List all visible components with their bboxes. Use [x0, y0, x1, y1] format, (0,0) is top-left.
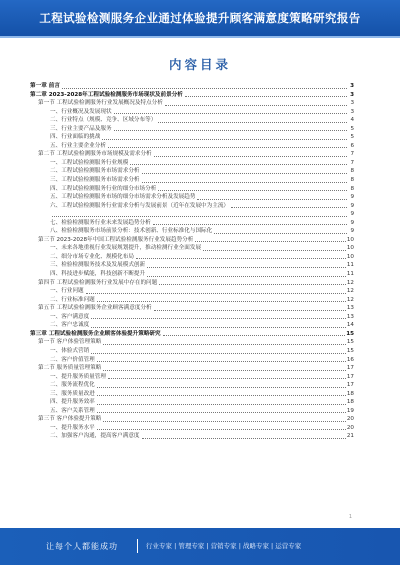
toc-entry[interactable]: [30, 167, 354, 176]
toc-entry[interactable]: [30, 296, 354, 305]
toc-entry-text: 第三节 2023-2028年中国工程试验检测服务行业发展趋势分析: [38, 236, 194, 243]
toc-entry-page: 9: [350, 211, 354, 218]
toc-leader-dots: [52, 215, 347, 217]
toc-leader-dots: [154, 155, 347, 157]
toc-entry[interactable]: [30, 398, 354, 407]
toc-entry[interactable]: [30, 253, 354, 262]
toc-leader-dots: [97, 428, 346, 430]
toc-entry[interactable]: [30, 270, 354, 279]
toc-entry-text: 五、工程试验检测服务市场的细分市场需求分析及发展趋势: [50, 194, 196, 201]
toc-leader-dots: [97, 411, 346, 413]
toc-entry[interactable]: [30, 261, 354, 270]
toc-leader-dots: [147, 266, 346, 268]
toc-entry-text: 四、提升服务效率: [50, 399, 95, 406]
toc-leader-dots: [108, 146, 347, 148]
toc-entry-text: 七、检验检测服务行业未来发展趋势分析: [50, 219, 151, 226]
toc-leader-dots: [159, 283, 346, 285]
toc-entry[interactable]: [30, 279, 354, 288]
toc-entry-page: 6: [350, 142, 354, 149]
toc-leader-dots: [158, 189, 347, 191]
toc-entry-page: 3: [350, 83, 354, 89]
toc-entry-page: 4: [350, 117, 354, 124]
toc-entry-text: 五、行业主要企业分析: [50, 142, 106, 149]
toc-entry-page: 21: [346, 433, 354, 440]
header-divider: [0, 36, 400, 38]
toc-leader-dots: [103, 343, 346, 345]
toc-entry-page: 9: [350, 202, 354, 209]
toc-entry[interactable]: [30, 244, 354, 253]
toc-entry[interactable]: [30, 364, 354, 373]
toc-entry-text: 二、细分市场专业化、规模化布局: [50, 253, 134, 260]
page-number: 1: [348, 514, 352, 520]
toc-entry-text: 二、客户价值管理: [50, 356, 95, 363]
toc-entry-text: 第二节 服务质量管理策略: [38, 365, 102, 372]
toc-entry-text: 二、行业特点（规模、竞争、区域分布等）: [50, 117, 157, 124]
toc-entry-text: 二、加强客户沟通，提高客户满意度: [50, 433, 140, 440]
toc-entry-page: 5: [350, 125, 354, 132]
toc-leader-dots: [214, 232, 347, 234]
toc-entry[interactable]: [30, 150, 354, 159]
toc-leader-dots: [108, 377, 346, 379]
toc-entry-page: 11: [346, 262, 354, 269]
toc-entry-text: 三、行业主要产品及服务: [50, 125, 112, 132]
toc-entry[interactable]: [30, 142, 354, 151]
toc-entry-text: 一、客户满意度: [50, 313, 90, 320]
toc-entry-page: 8: [350, 177, 354, 184]
toc-leader-dots: [114, 112, 347, 114]
toc-leader-dots: [142, 172, 347, 174]
toc-entry-text: 第五节 工程试验检测服务企业顾客满意度分析: [38, 305, 152, 312]
toc-leader-dots: [97, 403, 346, 405]
toc-leader-dots: [97, 386, 346, 388]
toc-leader-dots: [97, 394, 346, 396]
toc-entry[interactable]: [30, 116, 354, 125]
toc-entry-page: 3: [350, 100, 354, 107]
toc-entry-text: 二、工程试验检测服务市场需求分析: [50, 168, 140, 175]
toc-entry[interactable]: [30, 381, 354, 390]
toc-leader-dots: [103, 420, 346, 422]
toc-entry-text: 第四节 工程试验检测服务行业发展中存在的问题: [38, 279, 158, 286]
toc-entry-text: 二、客户忠诚度: [50, 322, 90, 329]
footer-slogan: 让每个人都能成功: [46, 542, 118, 551]
toc-entry-text: 第一节 工程试验检测服务行业发展概况及特点分析: [38, 100, 163, 107]
page-footer: [0, 528, 400, 565]
toc-entry[interactable]: [30, 133, 354, 142]
toc-entry-page: 17: [346, 373, 354, 380]
toc-entry-page: 18: [346, 390, 354, 397]
toc-entry[interactable]: [30, 287, 354, 296]
toc-entry-text: 一、未来各地重视行业发展规划提升，推动检测行业全面发展: [50, 245, 202, 252]
toc-entry-text: 三、服务质量改进: [50, 390, 95, 397]
toc-entry-text: 第二节 工程试验检测服务市场规模及需求分析: [38, 151, 152, 158]
toc-entry-text: 一、体验式营销: [50, 347, 90, 354]
toc-leader-dots: [97, 300, 346, 302]
toc-entry[interactable]: [30, 407, 354, 416]
report-title: 工程试验检测服务企业通过体验提升顾客满意度策略研究报告: [39, 11, 361, 25]
toc-entry-page: 20: [346, 416, 354, 423]
toc-entry-page: 15: [346, 339, 354, 346]
toc-entry[interactable]: [30, 338, 354, 347]
toc-entry-page: 15: [346, 330, 354, 337]
toc-leader-dots: [147, 275, 346, 277]
toc-entry[interactable]: [30, 321, 354, 330]
toc-entry[interactable]: [30, 202, 354, 211]
toc-entry[interactable]: [30, 424, 354, 433]
toc-leader-dots: [97, 360, 346, 362]
footer-tagline: 行业专家 | 管理专家 | 营销专家 | 战略专家 | 运营专家: [146, 542, 302, 550]
toc-entry-page: 5: [350, 134, 354, 141]
toc-entry-page: 12: [346, 279, 354, 286]
toc-entry-page: 17: [346, 365, 354, 372]
toc-entry-text: 二、行业标准问题: [50, 296, 95, 303]
toc-entry-page: 10: [346, 253, 354, 260]
toc-leader-dots: [130, 163, 347, 165]
toc-entry[interactable]: [30, 390, 354, 399]
toc-entry-text: 八、检验检测服务市场前景分析：技术创新、行业标准化与国际化: [50, 228, 213, 235]
toc-entry[interactable]: [30, 347, 354, 356]
toc-entry[interactable]: [30, 210, 354, 219]
toc-leader-dots: [62, 87, 347, 89]
toc-leader-dots: [91, 317, 346, 319]
toc-entry-text: 四、行业面临的挑战: [50, 134, 101, 141]
toc-leader-dots: [158, 121, 347, 123]
toc-entry-page: 12: [346, 296, 354, 303]
toc-entry-text: 一、提升服务质量管理: [50, 373, 106, 380]
toc-heading: 内容目录: [168, 57, 231, 72]
toc-leader-dots: [185, 95, 347, 97]
toc-entry-page: 13: [346, 313, 354, 320]
toc-entry-text: 五、客户关系管理: [50, 407, 95, 414]
toc-leader-dots: [136, 257, 346, 259]
toc-entry[interactable]: [30, 356, 354, 365]
toc-entry-page: 7: [350, 151, 354, 158]
toc-entry-text: 二、服务流程优化: [50, 382, 95, 389]
toc-entry-page: 9: [350, 228, 354, 235]
toc-entry-text: 三、检验检测服务技术及发展模式创新: [50, 262, 146, 269]
toc-entry[interactable]: [30, 415, 354, 424]
toc-entry-text: 第一节 客户体验管理策略: [38, 339, 102, 346]
toc-entry-page: 15: [346, 347, 354, 354]
toc-leader-dots: [197, 198, 347, 200]
toc-entry[interactable]: [30, 82, 354, 91]
toc-entry-page: 19: [346, 407, 354, 414]
toc-leader-dots: [203, 249, 346, 251]
toc-entry-page: 10: [346, 236, 354, 243]
toc-entry[interactable]: [30, 185, 354, 194]
table-of-contents: [30, 82, 354, 441]
toc-entry-text: 四、工程试验检测服务行业的细分市场分析: [50, 185, 157, 192]
toc-entry-page: 12: [346, 288, 354, 295]
toc-entry-page: 3: [350, 108, 354, 115]
toc-leader-dots: [195, 240, 346, 242]
toc-entry-text: 一、行业问题: [50, 288, 84, 295]
toc-leader-dots: [153, 223, 347, 225]
toc-entry[interactable]: [30, 330, 354, 339]
toc-leader-dots: [114, 129, 347, 131]
toc-entry[interactable]: [30, 227, 354, 236]
toc-leader-dots: [103, 369, 346, 371]
toc-leader-dots: [154, 309, 346, 311]
toc-entry-text: 四、科技进步赋能，科技创新不断提升: [50, 271, 146, 278]
toc-leader-dots: [165, 104, 347, 106]
toc-entry[interactable]: [30, 373, 354, 382]
toc-entry-page: 8: [350, 168, 354, 175]
toc-entry[interactable]: [30, 91, 354, 100]
toc-leader-dots: [102, 138, 347, 140]
toc-leader-dots: [231, 206, 347, 208]
toc-leader-dots: [142, 181, 347, 183]
toc-entry-page: 9: [350, 194, 354, 201]
toc-entry-page: 18: [346, 399, 354, 406]
toc-entry[interactable]: [30, 313, 354, 322]
toc-leader-dots: [91, 352, 346, 354]
toc-entry-page: 17: [346, 382, 354, 389]
toc-entry[interactable]: [30, 193, 354, 202]
toc-entry-text: 三、工程试验检测服务市场需求分析: [50, 177, 140, 184]
toc-entry[interactable]: [30, 304, 354, 313]
toc-leader-dots: [142, 437, 346, 439]
toc-entry-page: 14: [346, 322, 354, 329]
report-header: [0, 0, 400, 36]
toc-entry[interactable]: [30, 108, 354, 117]
toc-entry-text: 第三章 工程试验检测服务企业顾客体验提升策略研究: [30, 330, 161, 337]
toc-entry-page: 20: [346, 424, 354, 431]
toc-entry-text: 第三节 客户体验提升策略: [38, 416, 102, 423]
toc-entry[interactable]: [30, 176, 354, 185]
toc-entry[interactable]: [30, 432, 354, 441]
toc-entry-page: 16: [346, 356, 354, 363]
footer-divider: [137, 539, 138, 553]
toc-entry-page: 13: [346, 305, 354, 312]
toc-entry-page: 11: [346, 271, 354, 278]
toc-entry-page: 3: [350, 91, 354, 98]
toc-entry-page: 8: [350, 185, 354, 192]
toc-entry[interactable]: [30, 236, 354, 245]
toc-entry-text: 一、提升服务水平: [50, 424, 95, 431]
toc-entry[interactable]: [30, 125, 354, 134]
toc-entry[interactable]: [30, 99, 354, 108]
toc-entry[interactable]: [30, 219, 354, 228]
toc-leader-dots: [91, 326, 346, 328]
toc-entry-page: 7: [350, 159, 354, 166]
toc-leader-dots: [163, 334, 346, 336]
toc-entry-text: 第二章 2023-2028年工程试验检测服务市场现状及前景分析: [30, 91, 183, 98]
toc-entry-text: 一、行业概况及发展现状: [50, 108, 112, 115]
toc-entry-text: 六、工程试验检测服务行业需求分析与发展前景（近年在发展中为主流）: [50, 202, 230, 209]
toc-entry[interactable]: [30, 159, 354, 168]
toc-entry-page: 10: [346, 245, 354, 252]
toc-entry-text: 一、工程试验检测服务行业规模: [50, 159, 129, 166]
toc-entry-page: 9: [350, 219, 354, 226]
toc-leader-dots: [86, 292, 346, 294]
toc-entry-text: 第一章 前言: [30, 83, 60, 89]
